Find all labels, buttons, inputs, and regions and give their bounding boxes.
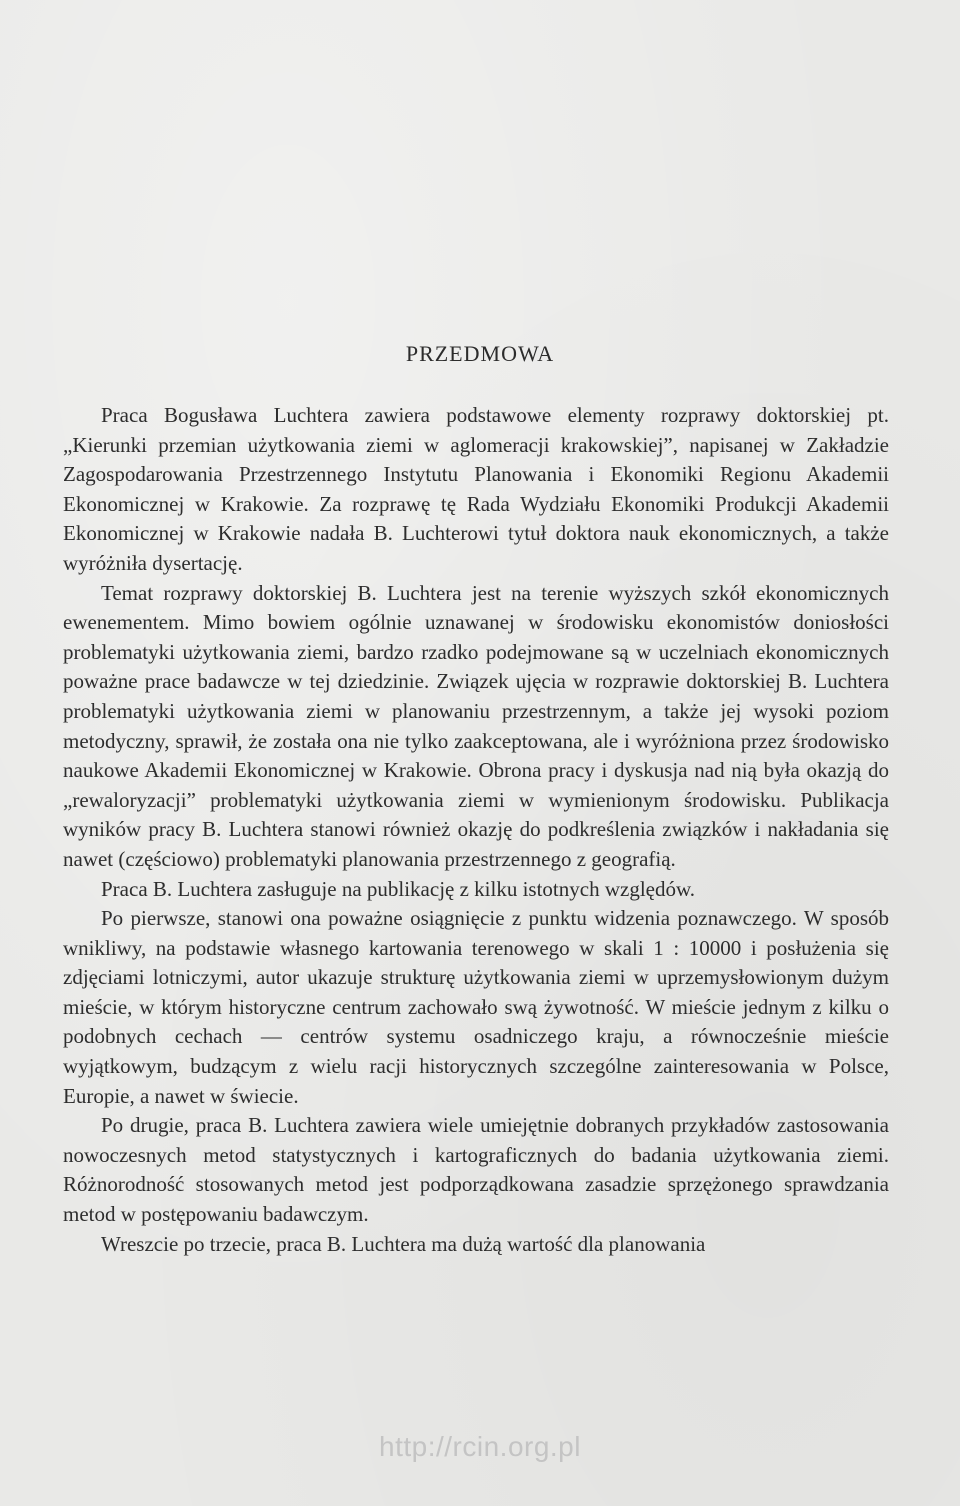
paragraph: Po drugie, praca B. Luchtera zawiera wiele umiejętnie dobranych przykładów zastosowania nowoczesnych metod statystycznych i kartograficznych do badania użytkowania ziemi. Różnorodność stosowanych metod jest podporządkowana zasadzie sprzężonego sprawdzania metod w postępowaniu badawczym. [63,1113,889,1227]
watermark-url: http://rcin.org.pl [379,1431,581,1462]
paragraph: Temat rozprawy doktorskiej B. Luchtera jest na terenie wyższych szkół ekonomicznych ewenementem. Mimo bowiem ogólnie uznawanej w środowisku ekonomistów doniosłości problematyki użytkowania ziemi, bardzo rzadko podejmowane są w uczelniach ekonomicznych poważne prace badawcze w tej dziedzinie. Związek ujęcia w rozprawie doktorskiej B. Luchtera problematyki użytkowania ziemi w planowaniu przestrzennym, a także jej wysoki poziom metodyczny, sprawił, że została ona nie tylko zaakceptowana, ale i wyróżniona przez środowisko naukowe Akademii Ekonomicznej w Krakowie. Obrona pracy i dyskusja nad nią była okazją do „rewaloryzacji” problematyki użytkowania ziemi w wymienionym środowisku. Publikacja wyników pracy B. Luchtera stanowi również okazję do podkreślenia związków i nakładania się nawet (częściowo) problematyki planowania przestrzennego z geografią. [63,580,889,871]
paragraph: Praca B. Luchtera zasługuje na publikację z kilku istotnych względów. [101,876,696,901]
paragraph: Po pierwsze, stanowi ona poważne osiągnięcie z punktu widzenia poznawczego. W sposób wnikliwy, na podstawie własnego kartowania terenowego w skali 1 : 10000 i posłużenia się zdjęciami lotniczymi, autor ukazuje strukturę użytkowania ziemi w uprzemysłowionym dużym mieście, w którym historyczne centrum zachowało swą żywotność. W mieście jednym z kilku o podobnych cechach — centrów systemu osadniczego kraju, a równocześnie mieście wyjątkowym, budzącym z wielu racji historycznych szczególne zainteresowania w Polsce, Europie, a nawet w świecie. [63,906,889,1108]
paragraph: Wreszcie po trzecie, praca B. Luchtera ma dużą wartość dla planowania [101,1231,706,1256]
paragraph: Praca Bogusława Luchtera zawiera podstawowe elementy rozprawy doktorskiej pt. „Kierunki przemian użytkowania ziemi w aglomeracji krakowskiej”, napisanej w Zakładzie Zagospodarowania Przestrzennego Instytutu Planowania i Ekonomiki Regionu Akademii Ekonomicznej w Krakowie. Za rozprawę tę Rada Wydziału Ekonomiki Produkcji Akademii Ekonomicznej w Krakowie nadała B. Luchterowi tytuł doktora nauk ekonomicznych, a także wyróżniła dysertację. [63,403,889,575]
body-text [63,401,889,1259]
page-title: PRZEDMOWA [405,341,555,366]
